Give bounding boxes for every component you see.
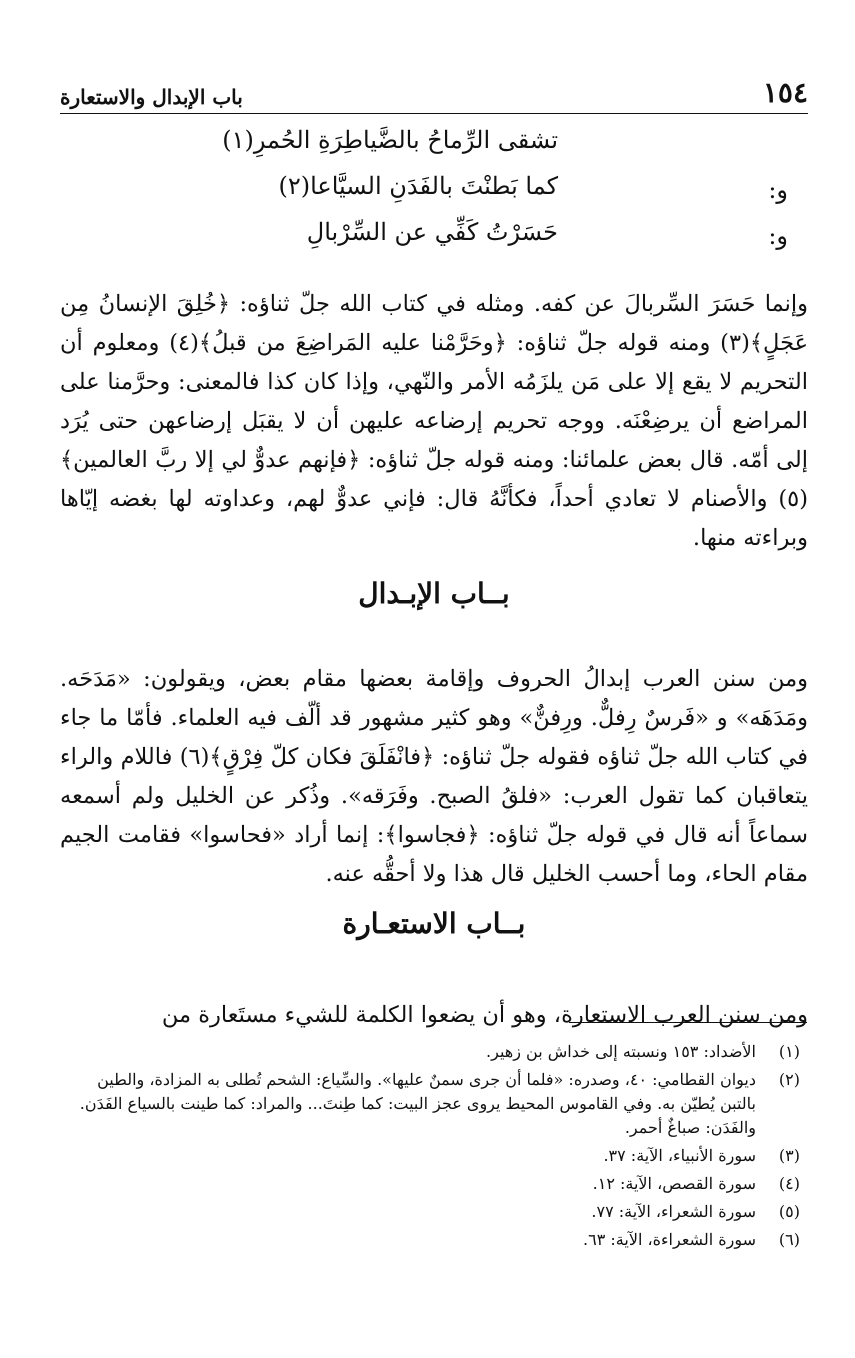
verse-line bbox=[60, 214, 808, 260]
footnote-text: سورة الأنبياء، الآية: ٣٧. bbox=[603, 1146, 756, 1165]
footnote bbox=[60, 1068, 808, 1140]
footnote-number: (٣) bbox=[778, 1146, 800, 1165]
footnote bbox=[60, 1228, 808, 1252]
section-heading-ibdal: بــاب الإبـدال bbox=[358, 577, 510, 610]
verse-marker: و: bbox=[768, 222, 788, 250]
footnote bbox=[60, 1144, 808, 1168]
footnotes bbox=[60, 1040, 808, 1252]
footnote-number: (٦) bbox=[778, 1230, 800, 1249]
footnote bbox=[60, 1040, 808, 1064]
verse-text: حَسَرْتُ كَفِّي عن السِّرْبالِ bbox=[306, 218, 558, 246]
paragraph-istiara: ومن سنن العرب الاستعارة، وهو أن يضعوا الكلمة للشيء مستَعارة من bbox=[161, 1001, 808, 1028]
running-title: باب الإبدال والاستعارة bbox=[60, 85, 243, 109]
footnote-number: (٢) bbox=[778, 1070, 800, 1089]
verse-text: كما بَطنْتَ بالفَدَنِ السيَّاعا(٢) bbox=[278, 172, 558, 200]
verse-line bbox=[60, 122, 808, 168]
paragraph-commentary: وإنما حَسَرَ السِّربالَ عن كفه. ومثله في كتاب الله جلّ ثناؤه: ﴿خُلِقَ الإنسانُ مِن عَجَلٍ﴾(٣) ومنه قوله جلّ ثناؤه: ﴿وحَرَّمْنا عليه المَراضِعَ من قبلُ﴾(٤) ومعلوم أن التحريم لا يقع إلا على مَن يلزَمُه الأمر والنّهي، وإذا كان كذا فالمعنى: وحرَّمنا على المراضع أن يرضِعْنَه. ووجه تحريم إرضاعه عليهن أن لا يقبَل إرضاعهن حتى يُرَد إلى أمّه. قال بعض علمائنا: ومنه قوله جلّ ثناؤه: ﴿فإنهم عدوٌّ لي إلا ربَّ العالمين﴾(٥) والأصنام لا تعادي أحداً، فكأنَّهُ قال: فإني عدوٌّ لهم، وعداوته لها بغضه إيّاها وبراءته منها. bbox=[60, 290, 809, 551]
page-number: ١٥٤ bbox=[762, 76, 808, 109]
footnote-text: الأضداد: ١٥٣ ونسبته إلى خداش بن زهير. bbox=[486, 1042, 756, 1061]
footnote-text: سورة الشعراءة، الآية: ٦٣. bbox=[583, 1230, 756, 1249]
footnote-text: سورة الشعراء، الآية: ٧٧. bbox=[591, 1202, 756, 1221]
footnote bbox=[60, 1200, 808, 1224]
paragraph-ibdal: ومن سنن العرب إبدالُ الحروف وإقامة بعضها مقام بعض، ويقولون: «مَدَحَه. ومَدَهَه» و «فَرسٌ رِفلٌّ. ورِفنٌّ» وهو كثير مشهور قد ألّف فيه العلماء. فأمّا ما جاء في كتاب الله جلّ ثناؤه فقوله جلّ ثناؤه: ﴿فانْفَلَقَ فكان كلّ فِرْقٍ﴾(٦) فاللام والراء يتعاقبان كما تقول العرب: «فلقُ الصبح. وفَرَقه». وذُكر عن الخليل ولم أسمعه سماعاً أنه قال في قوله جلّ ثناؤه: ﴿فجاسوا﴾: إنما أراد «فحاسوا» فقامت الجيم مقام الحاء، وما أحسب الخليل قال هذا ولا أحقُّه عنه. bbox=[60, 665, 809, 887]
footnote-number: (٤) bbox=[778, 1174, 800, 1193]
verse-text: تشقى الرِّماحُ بالضَّياطِرَةِ الحُمرِ(١) bbox=[222, 126, 558, 154]
footnote-divider bbox=[569, 1022, 807, 1023]
footnote-text: سورة القصص، الآية: ١٢. bbox=[592, 1174, 756, 1193]
verse-marker: و: bbox=[768, 176, 788, 204]
page-header bbox=[60, 78, 808, 114]
footnote-number: (١) bbox=[778, 1042, 800, 1061]
footnote bbox=[60, 1172, 808, 1196]
poetry-verses bbox=[60, 122, 808, 260]
footnote-number: (٥) bbox=[778, 1202, 800, 1221]
section-heading-istiara: بــاب الاستعـارة bbox=[342, 907, 526, 940]
footnote-text: ديوان القطامي: ٤٠، وصدره: «فلما أن جرى سمنٌ عليها». والسِّياع: الشحم تُطلى به المزادة، والطين بالتبن يُطيّن به. وفي القاموس المحيط يروى عجز البيت: كما طِنتَ... والمراد: كما طينت بالسياع الفَدَن. والفَدَن: صباغٌ أحمر. bbox=[79, 1070, 756, 1137]
verse-line bbox=[60, 168, 808, 214]
